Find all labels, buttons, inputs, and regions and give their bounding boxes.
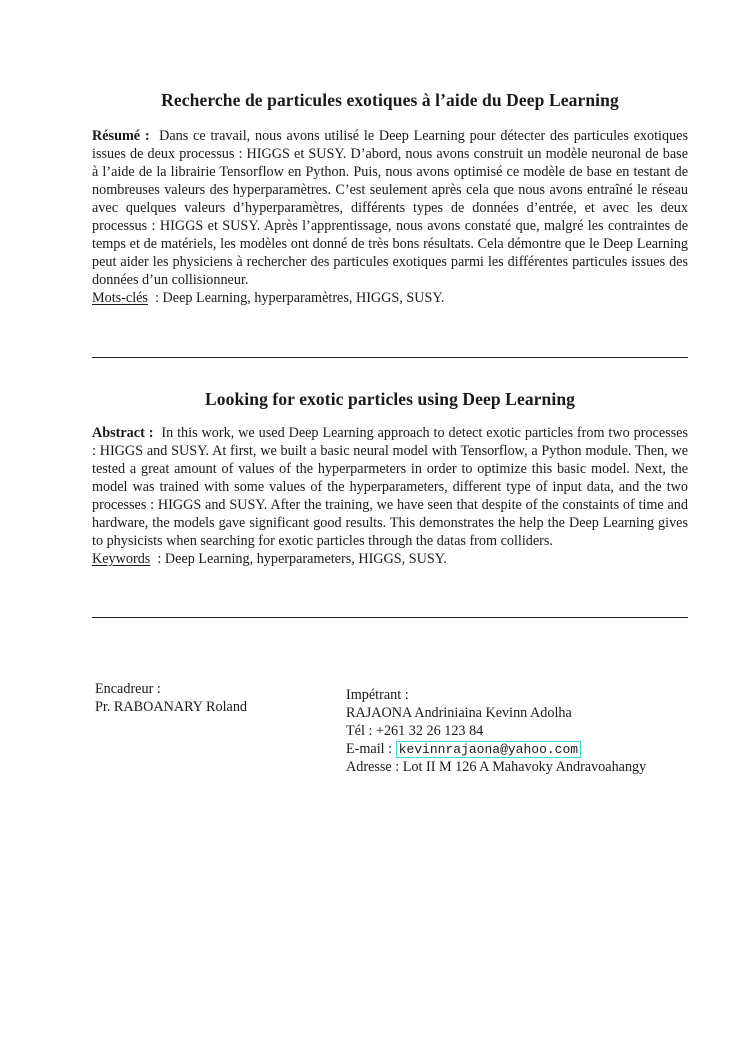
french-abstract-body: Dans ce travail, nous avons utilisé le Deep Learning pour détecter des particules exotiques issues de deux processus : HIGGS et SUSY. D’abord, nous avons construit un modèle neuronal de base à l’aide de la librairie Tensorflow en Python. Puis, nous avons optimisé ce modèle de base en testant de nombreuses valeurs des hyperparamètres. C’est seulement après cela que nous avons entraîné le réseau avec quelques valeurs d’hyperparamètres, différents types de données d’entrée, et avec les deux processus : HIGGS et SUSY. Après l’apprentissage, nous avons constaté que, malgré les contraintes de temps et de matériels, les modèles ont donné de très bons résultats. Cela démontre que le Deep Learning peut aider les physiciens à rechercher des particules exotiques parmi les différentes particules issues des données d’un collisionneur. <box>92 128 688 288</box>
candidate-role: Impétrant : <box>346 687 409 703</box>
candidate-email-row <box>346 740 646 758</box>
supervisor-role: Encadreur : <box>95 681 161 697</box>
french-keywords <box>92 289 688 307</box>
english-keywords <box>92 550 688 568</box>
english-abstract-body: In this work, we used Deep Learning approach to detect exotic particles from two processes : HIGGS and SUSY. At first, we built a basic neural model with Tensorflow, a Python module. Then, we tested a great amount of values of the hyperparmeters in order to optimize this basic model. Next, the model was trained with some values of the hyperparameters, different type of input data, and the two processes : HIGGS and SUSY. After the training, we have seen that despite of the constaints of time and hardware, the models gave significant good results. This demonstrates the help the Deep Learning gives to physicists when searching for exotic particles through the datas from colliders. <box>92 425 688 549</box>
english-title: Looking for exotic particles using Deep Learning <box>204 389 576 409</box>
french-keywords-label: Mots-clés <box>92 290 148 306</box>
candidate-block <box>346 686 646 776</box>
candidate-phone: Tél : +261 32 26 123 84 <box>346 723 484 739</box>
english-abstract <box>92 424 688 568</box>
candidate-name: RAJAONA Andriniaina Kevinn Adolha <box>346 705 572 721</box>
english-keywords-label: Keywords <box>92 551 151 567</box>
candidate-address: Adresse : Lot II M 126 A Mahavoky Andravoahangy <box>346 759 647 775</box>
french-abstract-lead: Résumé : <box>92 128 150 144</box>
section-divider <box>92 357 688 358</box>
french-abstract <box>92 127 688 307</box>
french-keywords-list: : Deep Learning, hyperparamètres, HIGGS, SUSY. <box>155 290 445 306</box>
french-title: Recherche de particules exotiques à l’aide du Deep Learning <box>161 90 619 110</box>
supervisor-name: Pr. RABOANARY Roland <box>95 699 248 715</box>
english-keywords-list: : Deep Learning, hyperparameters, HIGGS, SUSY. <box>157 551 447 567</box>
email-label: E-mail : <box>346 741 393 757</box>
supervisor-block <box>95 680 247 716</box>
email-link[interactable]: kevinnrajaona@yahoo.com <box>396 741 581 758</box>
english-abstract-lead: Abstract : <box>92 425 154 441</box>
section-divider <box>92 617 688 618</box>
